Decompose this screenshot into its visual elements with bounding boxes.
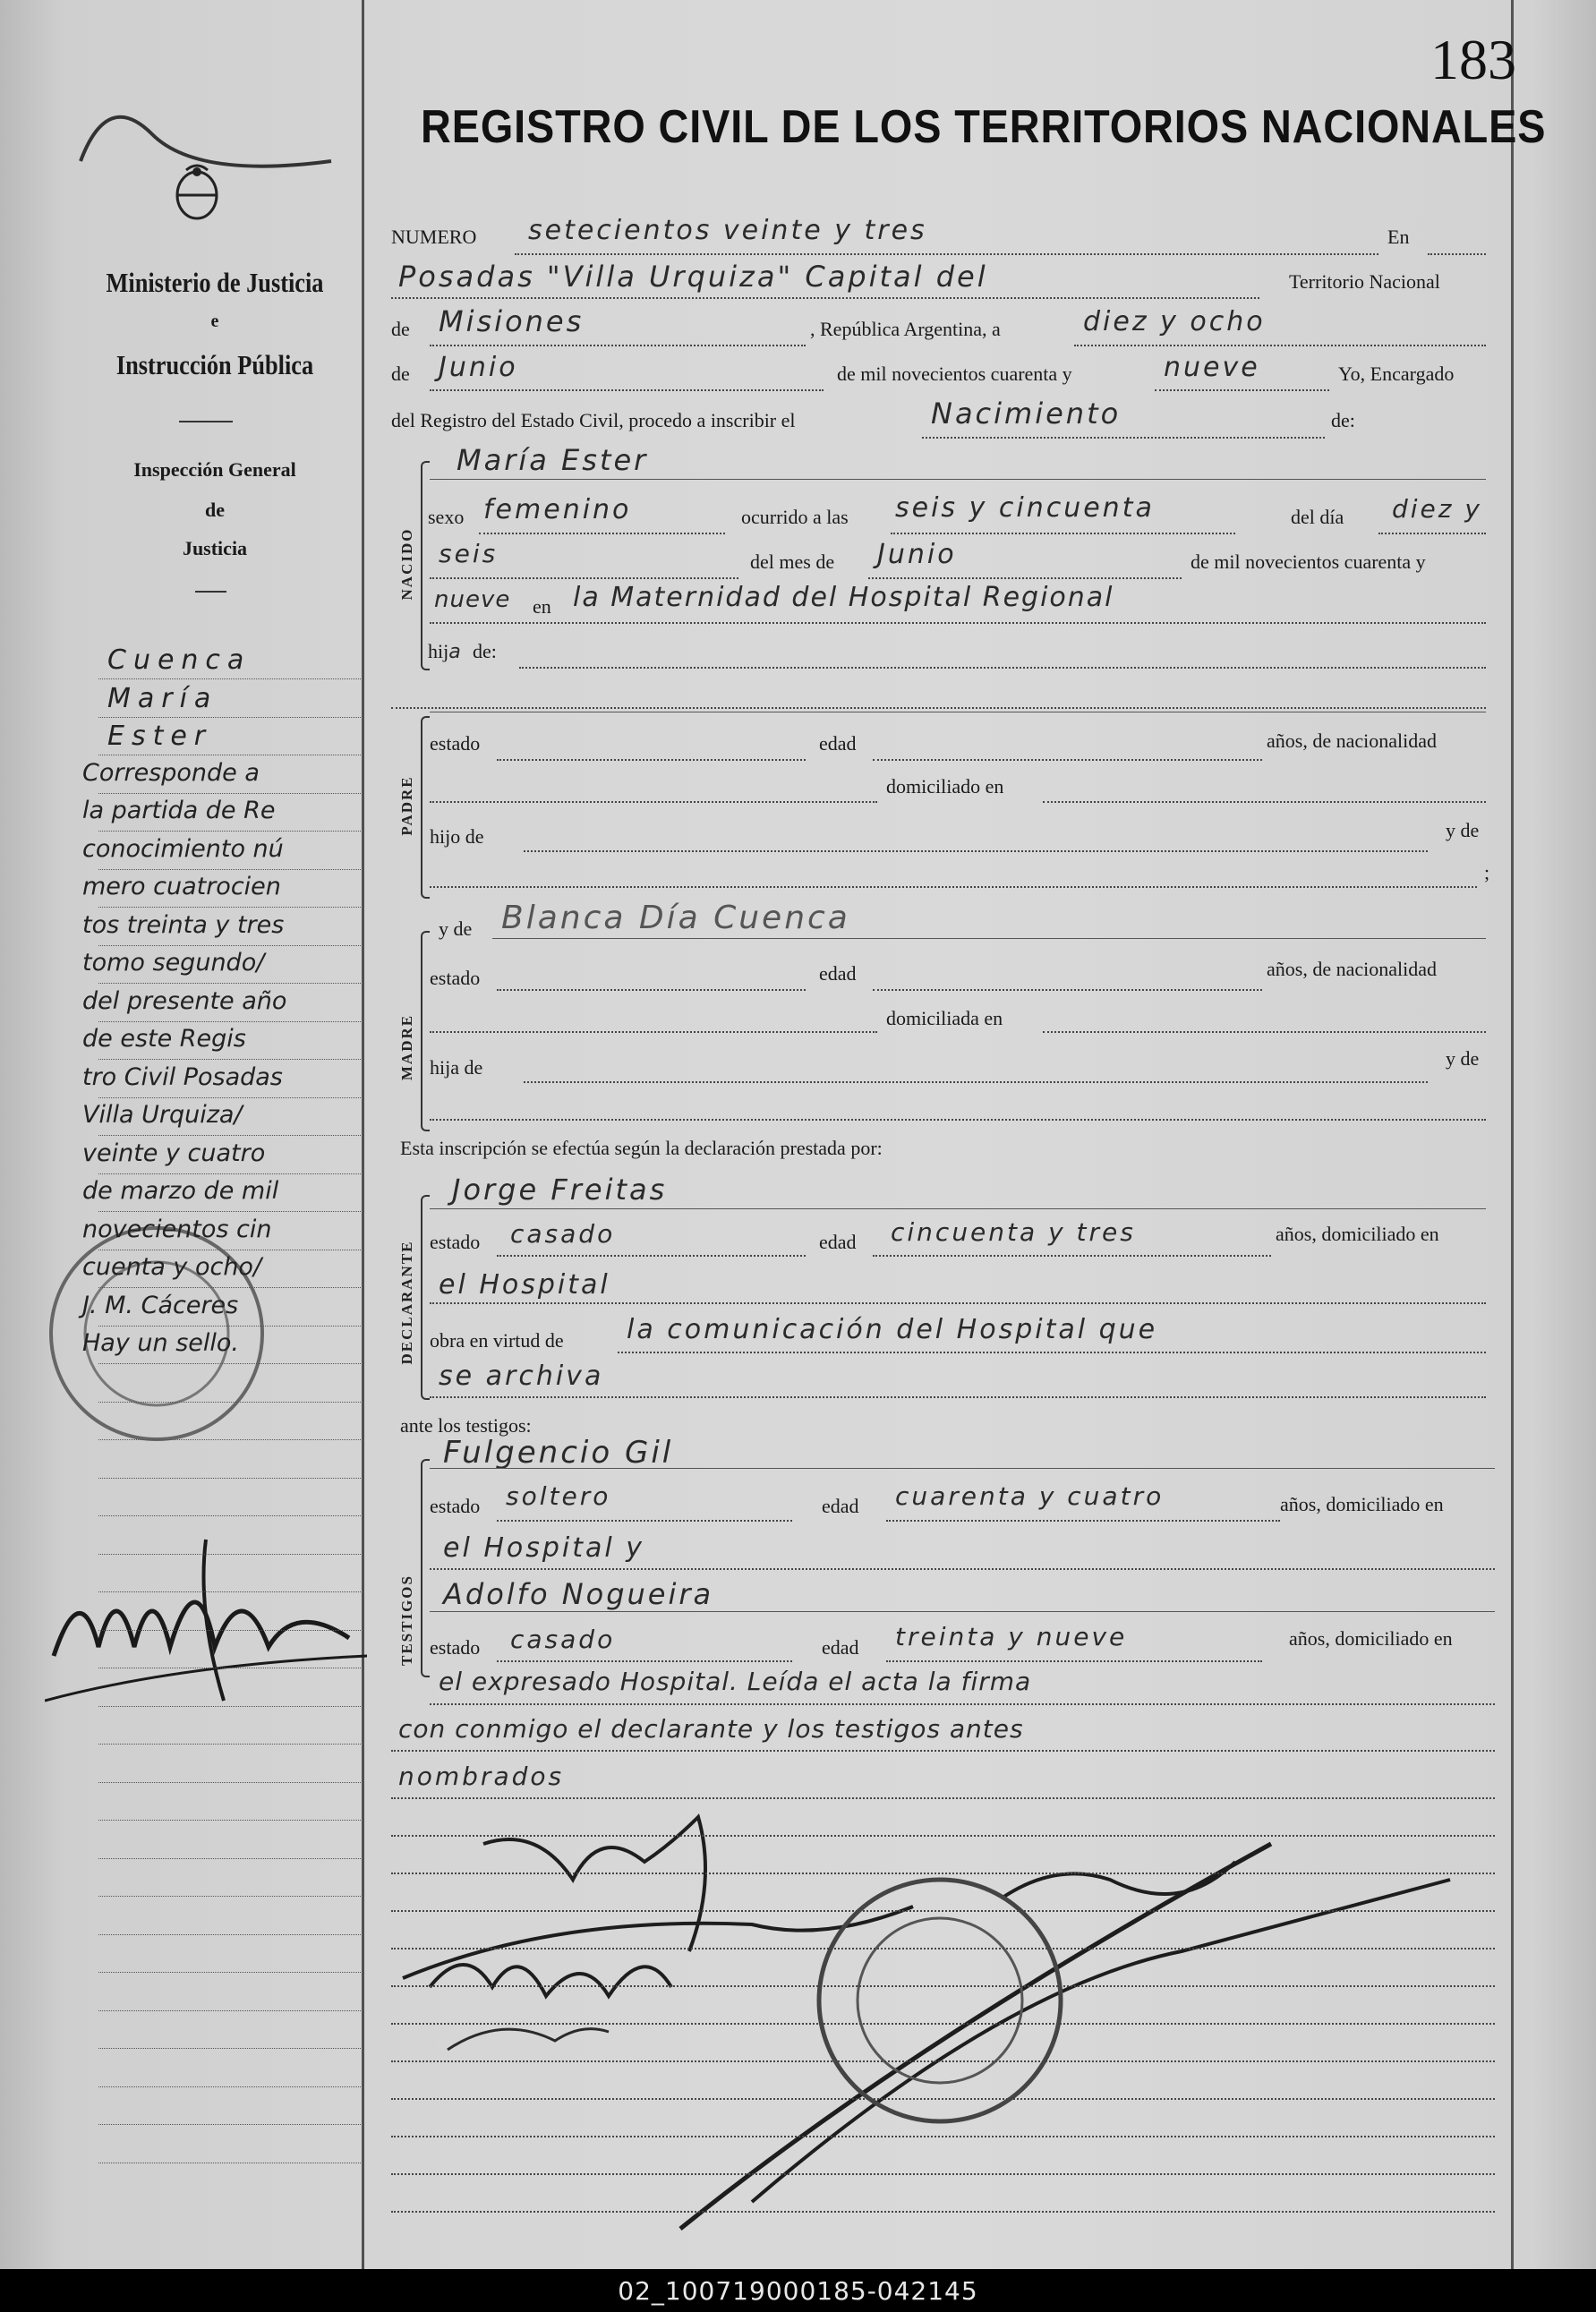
madre-estado-label: estado [430, 967, 481, 989]
madre-brace [421, 931, 430, 1131]
t2-domicilio-label: años, domiciliado en [1289, 1627, 1453, 1650]
margin-ruled-line [98, 983, 363, 984]
madre-nombre-line [492, 938, 1486, 939]
dia-line [1074, 345, 1486, 346]
ministry-name-line1: Ministerio de Justicia [106, 267, 324, 298]
padre-hijo-line [524, 850, 1428, 852]
hora-value: seis y cincuenta [895, 492, 1155, 524]
margin-note-line: Hay un sello. [82, 1329, 239, 1357]
anio-value: nueve [1164, 352, 1260, 383]
margin-ruled-line [98, 1363, 363, 1364]
t1-edad-label: edad [822, 1495, 859, 1517]
padre-semicolon: ; [1484, 861, 1490, 883]
margin-ruled-line [98, 1554, 363, 1555]
margin-ruled-line [98, 2124, 363, 2125]
testigo2-nombre: Adolfo Nogueira [443, 1577, 714, 1611]
declarante-edad-label: edad [819, 1231, 857, 1253]
margin-ruled-line [98, 1402, 363, 1403]
t2-domicilio: el expresado Hospital. Leída el acta la firma [439, 1667, 1032, 1696]
margin-ruled-line [98, 1135, 363, 1136]
margin-note-line: veinte y cuatro [82, 1139, 266, 1167]
anio-nacido-value: nueve [434, 586, 511, 613]
declarante-edad-line [873, 1255, 1271, 1257]
margin-note-line: del presente año [82, 986, 287, 1015]
testigos-brace [421, 1459, 430, 1677]
declarante-section-label: DECLARANTE [398, 1240, 415, 1365]
padre-estado-line [497, 759, 806, 761]
margin-note-line: de este Regis [82, 1025, 246, 1053]
padre-section-label: PADRE [398, 775, 415, 836]
margin-ruled-line [98, 1630, 363, 1631]
territorio-value: Misiones [439, 304, 585, 338]
de-colon-label: de: [1331, 409, 1355, 431]
margin-ruled-line [98, 1326, 363, 1327]
obra-line-a [618, 1352, 1486, 1353]
t1-edad: cuarenta y cuatro [895, 1481, 1165, 1511]
lugar-value: Posadas "Villa Urquiza" Capital del [398, 260, 988, 294]
madre-line-end [430, 1119, 1486, 1121]
en-label: En [1387, 226, 1410, 248]
declarante-edad: cincuenta y tres [891, 1217, 1136, 1247]
form-ruled-line [391, 2098, 1495, 2100]
madre-anios-label: años, de nacionalidad [1267, 958, 1437, 980]
mes-nacido-line [868, 577, 1182, 579]
cierre-a-line [391, 1750, 1495, 1752]
margin-note-line: tomo segundo/ [82, 949, 265, 977]
hija-label-rest: de: [473, 640, 497, 662]
obra-value-a: la comunicación del Hospital que [627, 1314, 1158, 1345]
del-mes-label: del mes de [750, 550, 835, 573]
margin-ruled-line [98, 2010, 363, 2011]
declarante-domicilio-label: años, domiciliado en [1276, 1223, 1439, 1245]
margin-ruled-line [98, 831, 363, 832]
lugar-line [391, 297, 1259, 299]
margin-ruled-line [98, 2048, 363, 2049]
margin-note-line: María [107, 682, 218, 714]
madre-estado-line [497, 989, 806, 991]
declarante-nombre-line [430, 1208, 1486, 1209]
de-label: de [391, 318, 410, 340]
declarante-domicilio: el Hospital [439, 1269, 610, 1301]
padre-anios-label: años, de nacionalidad [1267, 729, 1437, 752]
form-ruled-line [391, 2136, 1495, 2137]
margin-ruled-line [98, 1173, 363, 1174]
inspection-line3: Justicia [182, 537, 248, 559]
padre-domicilio-label: domiciliado en [886, 775, 1004, 798]
t2-estado-label: estado [430, 1636, 481, 1659]
dia-nacido-b: seis [439, 539, 499, 568]
madre-hija-line [524, 1081, 1428, 1083]
madre-section-label: MADRE [398, 1013, 415, 1081]
extra-line-1 [391, 707, 1486, 709]
hija-line [519, 667, 1486, 669]
ministry-name-line2: Instrucción Pública [115, 349, 314, 380]
form-ruled-line [391, 1948, 1495, 1949]
form-ruled-line [391, 2173, 1495, 2175]
dia-nacido-a: diez y [1392, 494, 1482, 524]
margin-ruled-line [98, 1896, 363, 1897]
testigo1-nombre-line [430, 1468, 1495, 1469]
margin-ruled-line [98, 1059, 363, 1060]
en-line [1428, 253, 1486, 255]
mes-nacido-value: Junio [877, 539, 957, 570]
t1-edad-line [886, 1520, 1280, 1522]
mes-value: Junio [439, 352, 518, 383]
anio-line [1155, 389, 1329, 391]
margin-ruled-line [98, 869, 363, 870]
padre-brace [421, 716, 430, 899]
padre-hijo-label: hijo de [430, 825, 484, 848]
obra-line-b [430, 1396, 1486, 1398]
obra-label: obra en virtud de [430, 1329, 564, 1352]
sexo-value: femenino [483, 494, 632, 525]
form-ruled-line [391, 2211, 1495, 2213]
t1-dom-line [430, 1568, 1495, 1570]
madre-edad-label: edad [819, 962, 857, 985]
testigo2-nombre-line [430, 1611, 1495, 1612]
ministry-name-amp: e [210, 311, 219, 331]
numero-label: NUMERO [391, 226, 477, 248]
margin-ruled-line [98, 1439, 363, 1440]
republica-label: , República Argentina, a [810, 318, 1001, 340]
t2-edad-label: edad [822, 1636, 859, 1659]
margin-note-line: cuenta y ocho/ [82, 1253, 262, 1281]
del-dia-label: del día [1291, 506, 1344, 528]
madre-nombre: Blanca Día Cuenca [501, 900, 850, 936]
padre-y-de-label: y de [1446, 819, 1480, 841]
margin-ruled-line [98, 1097, 363, 1098]
t2-dom-line [430, 1703, 1495, 1705]
padre-nac-line [430, 801, 877, 803]
margin-ruled-line [98, 1858, 363, 1859]
form-ruled-line [391, 1985, 1495, 1987]
margin-ruled-line [98, 1706, 363, 1707]
mes-line [430, 389, 824, 391]
margin-ruled-line [98, 945, 363, 946]
ministry-underline [179, 421, 233, 422]
madre-dom-line [1043, 1031, 1486, 1033]
margin-ruled-line [98, 1782, 363, 1783]
dia-nacido-line [1378, 533, 1486, 534]
sexo-label: sexo [428, 506, 465, 528]
margin-note-line: tro Civil Posadas [82, 1062, 283, 1091]
padre-edad-label: edad [819, 732, 857, 755]
margin-ruled-line [98, 907, 363, 908]
declarante-estado-line [497, 1255, 806, 1257]
margin-note-line: Ester [107, 721, 213, 752]
hija-label-nacido: hija [428, 640, 461, 663]
cierre-b: nombrados [398, 1762, 565, 1791]
margin-note-line: Corresponde a [82, 758, 260, 787]
margin-note-line: Cuenca [107, 644, 252, 676]
margin-ruled-line [98, 1744, 363, 1745]
margin-ruled-line [98, 1820, 363, 1821]
yo-label: Yo, Encargado [1338, 363, 1455, 385]
mil-label: de mil novecientos cuarenta y [837, 363, 1072, 385]
t1-domicilio-label: años, domiciliado en [1280, 1493, 1444, 1515]
numero-value: setecientos veinte y tres [528, 215, 927, 246]
nacido-section-label: NACIDO [398, 527, 415, 601]
t2-edad-line [886, 1660, 1262, 1662]
margin-note-line: la partida de Re [82, 797, 276, 824]
mil-nacido-label: de mil novecientos cuarenta y [1191, 550, 1426, 573]
de-label-2: de [391, 363, 410, 385]
lugar-nacido-value: la Maternidad del Hospital Regional [573, 582, 1114, 613]
testigos-section-label: TESTIGOS [398, 1574, 415, 1666]
t2-estado-line [497, 1660, 792, 1662]
form-ruled-line [391, 1835, 1495, 1837]
nacido-brace [421, 461, 430, 670]
form-ruled-line [391, 2060, 1495, 2062]
margin-note-line: de marzo de mil [82, 1177, 279, 1205]
inspection-line1: Inspección General [133, 458, 296, 481]
hija-suffix: a [448, 641, 461, 663]
t1-domicilio: el Hospital y [443, 1532, 645, 1564]
cierre-a: con conmigo el declarante y los testigos antes [398, 1714, 1024, 1744]
nacido-nombre-line [430, 479, 1486, 480]
testigos-label: ante los testigos: [400, 1414, 532, 1437]
numero-line [515, 253, 1378, 255]
declarante-dom-line [430, 1302, 1486, 1304]
madre-y-de-label: y de [439, 917, 473, 940]
dia-value: diez y ocho [1083, 306, 1266, 337]
declarante-brace [421, 1195, 430, 1400]
pen-stroke-decoration [72, 72, 340, 179]
declarante-estado-label: estado [430, 1231, 481, 1253]
margin-ruled-line [98, 1934, 363, 1935]
hora-line [891, 533, 1235, 534]
nacido-nombre: María Ester [457, 443, 649, 477]
margin-note-line: conocimiento nú [82, 834, 284, 863]
form-ruled-line [391, 2023, 1495, 2025]
territorio-line [430, 345, 806, 346]
margin-ruled-line [98, 2086, 363, 2087]
margin-ruled-line [98, 1591, 363, 1592]
image-code-footer: 02_100719000185-042145 [0, 2269, 1596, 2312]
t1-estado-line [497, 1520, 792, 1522]
margin-note-line: tos treinta y tres [82, 910, 285, 939]
obra-value-b: se archiva [439, 1361, 604, 1392]
t1-estado-label: estado [430, 1495, 481, 1517]
madre-hija-label: hija de [430, 1056, 483, 1079]
declaracion-label: Esta inscripción se efectúa según la declaración prestada por: [400, 1137, 883, 1159]
acto-line [922, 437, 1325, 439]
margin-ruled-line [98, 1972, 363, 1973]
padre-dom-line [1043, 801, 1486, 803]
margin-ruled-line [98, 1211, 363, 1212]
margin-note-line: Villa Urquiza/ [82, 1101, 243, 1129]
t2-estado: casado [510, 1625, 616, 1654]
official-stamp-right [806, 1866, 1074, 2135]
registro-label: del Registro del Estado Civil, procedo a inscribir el [391, 409, 796, 431]
margin-note-line: J. M. Cáceres [82, 1291, 239, 1319]
margin-ruled-line [98, 793, 363, 794]
inspection-underline [195, 591, 226, 593]
declarante-nombre: Jorge Freitas [452, 1173, 668, 1207]
margin-ruled-line [98, 1287, 363, 1288]
t2-edad: treinta y nueve [895, 1622, 1128, 1651]
declarante-estado: casado [510, 1219, 616, 1249]
margin-ruled-line [98, 1478, 363, 1479]
form-ruled-line [391, 1797, 1495, 1799]
madre-nac-line [430, 1031, 877, 1033]
form-ruled-line [391, 1910, 1495, 1912]
margin-note-line: novecientos cin [82, 1215, 272, 1243]
padre-edad-line [873, 759, 1262, 761]
page-number: 183 [1430, 28, 1516, 91]
margin-ruled-line [98, 1515, 363, 1516]
madre-domicilio-label: domiciliada en [886, 1007, 1003, 1029]
ocurrido-label: ocurrido a las [741, 506, 849, 528]
page-right-edge [1511, 0, 1514, 2269]
sexo-line [479, 533, 725, 534]
territorio-label: Territorio Nacional [1289, 270, 1440, 293]
dia-b-line [430, 577, 738, 579]
form-ruled-line [391, 1873, 1495, 1874]
lugar-nacido-line [430, 622, 1486, 624]
testigo1-nombre: Fulgencio Gil [443, 1435, 674, 1471]
margin-ruled-line [98, 717, 363, 718]
madre-y-de2-label: y de [1446, 1047, 1480, 1070]
page-title: REGISTRO CIVIL DE LOS TERRITORIOS NACIONALES [421, 101, 1547, 153]
margin-ruled-line [98, 1021, 363, 1022]
acto-value: Nacimiento [931, 397, 1122, 431]
t1-estado: soltero [506, 1481, 611, 1511]
madre-edad-line [873, 989, 1262, 991]
padre-estado-label: estado [430, 732, 481, 755]
padre-line-end [430, 886, 1477, 888]
margin-ruled-line [98, 678, 363, 679]
margin-note-line: mero cuatrocien [82, 873, 281, 900]
inspection-line2: de [205, 499, 225, 521]
en-nacido-label: en [533, 595, 551, 618]
sidebar-signature [45, 1522, 367, 1719]
